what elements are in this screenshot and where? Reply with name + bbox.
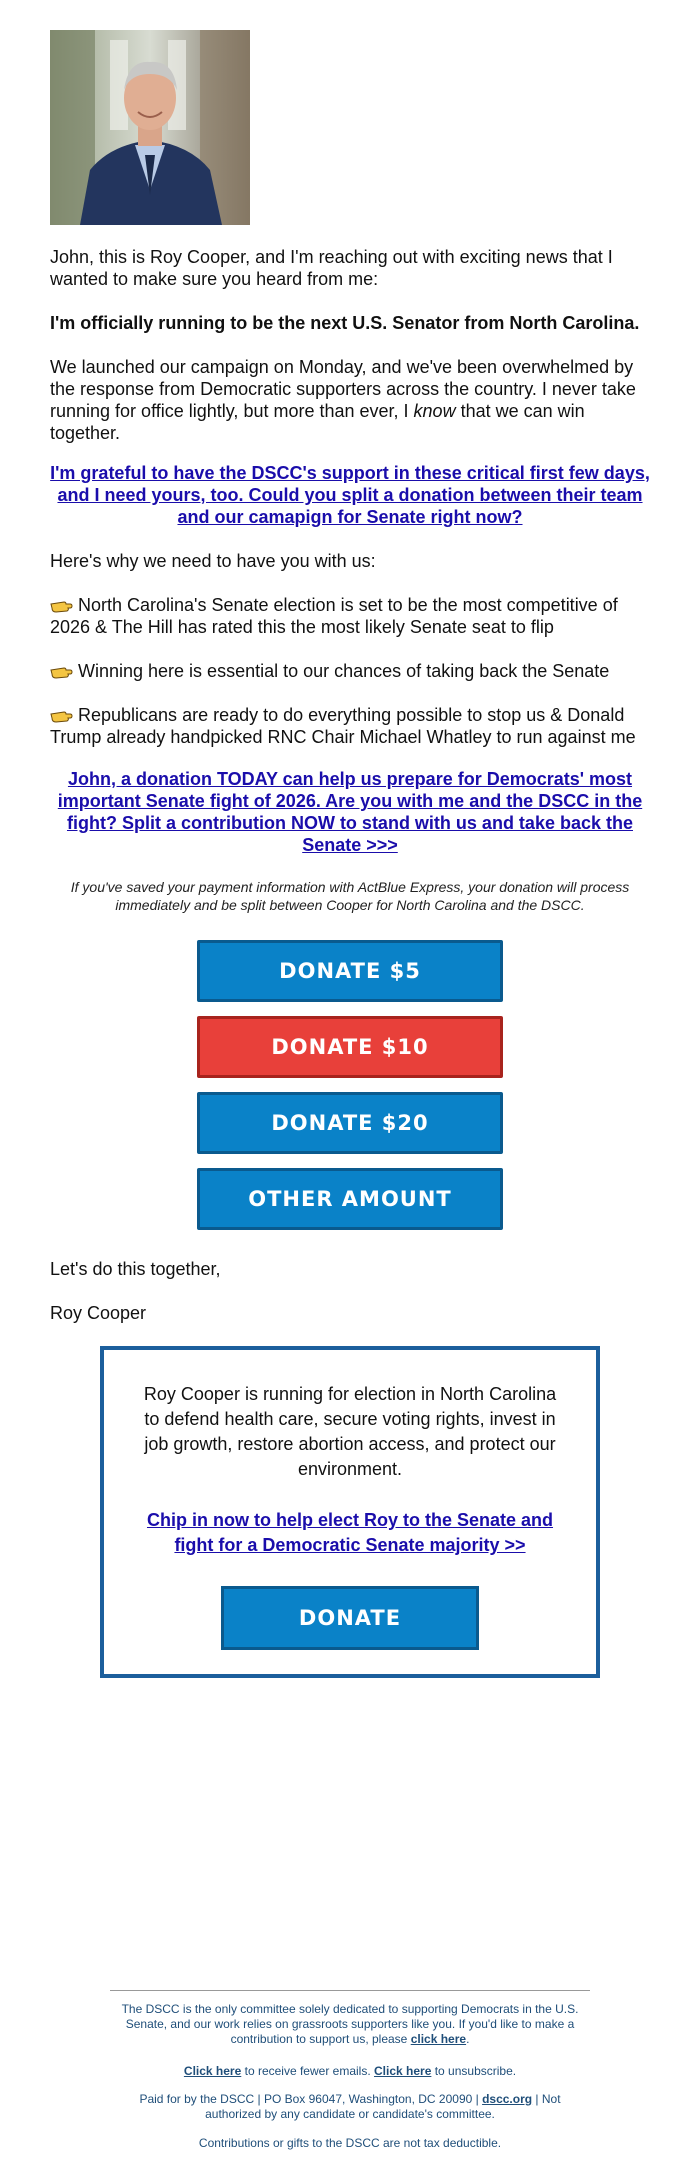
closing-text: Let's do this together, (50, 1259, 221, 1279)
fewer-emails-text: to receive fewer emails. (241, 2064, 374, 2078)
bullet-text: Winning here is essential to our chances of taking back the Senate (78, 661, 610, 681)
why-text: Here's why we need to have you with us: (50, 551, 376, 571)
bullet-text: North Carolina's Senate election is set to be the most competitive of 2026 & The Hill has rated this the most likely Senate seat to flip (50, 595, 618, 637)
pointing-hand-icon (50, 706, 74, 724)
donate-10-button[interactable]: DONATE $10 (197, 1016, 503, 1078)
box-text: Roy Cooper is running for election in North Carolina to defend health care, secure voting rights, invest in job growth, restore abortion access, and protect our environment. (143, 1384, 557, 1479)
footer-tax-note: Contributions or gifts to the DSCC are not tax deductible. (198, 2136, 502, 2150)
actblue-note: If you've saved your payment information with ActBlue Express, your donation will process immediately and be split between Cooper for North Carolina and the DSCC. (70, 879, 630, 913)
bullet-item (50, 594, 650, 638)
candidate-photo (50, 30, 250, 225)
footer-divider (110, 1990, 590, 1991)
unsubscribe-text: to unsubscribe. (431, 2064, 517, 2078)
other-amount-button[interactable]: OTHER AMOUNT (197, 1168, 503, 1230)
box-donate-button[interactable]: DONATE (221, 1586, 479, 1650)
fewer-emails-link[interactable]: Click here (183, 2064, 242, 2078)
signature-text: Roy Cooper (50, 1303, 147, 1323)
donate-link-2[interactable]: John, a donation TODAY can help us prepare for Democrats' most important Senate fight of 2026. Are you with me and the DSCC in the fight? Split a contribution NOW to stand with us and take back the Senate >>> (57, 769, 643, 855)
not-authorized-text: | Not authorized by any candidate or candidate's committee. (205, 2092, 561, 2121)
bullet-item (50, 660, 650, 682)
bullet-text: Republicans are ready to do everything possible to stop us & Donald Trump already handpicked RNC Chair Michael Whatley to run against me (50, 705, 636, 747)
paid-for-text: Paid for by the DSCC | PO Box 96047, Washington, DC 20090 | (139, 2092, 483, 2106)
donate-20-button[interactable]: DONATE $20 (197, 1092, 503, 1154)
unsubscribe-link[interactable]: Click here (374, 2064, 432, 2078)
pointing-hand-icon (50, 596, 74, 614)
campaign-paragraph (50, 356, 650, 444)
announcement-text: I'm officially running to be the next U.S. Senator from North Carolina. (50, 313, 640, 333)
paragraph-part-b: that we can win together. (50, 401, 585, 443)
dscc-site-link[interactable]: dscc.org (482, 2092, 533, 2106)
pointing-hand-icon (50, 662, 74, 680)
footer-contribute-link[interactable]: click here (410, 2032, 467, 2046)
footer-period: . (466, 2032, 470, 2046)
bullet-item (50, 704, 650, 748)
box-donate-link[interactable]: Chip in now to help elect Roy to the Senate and fight for a Democratic Senate majority >> (146, 1510, 554, 1555)
donate-5-button[interactable]: DONATE $5 (197, 940, 503, 1002)
paragraph-emphasis: know (413, 401, 456, 421)
paragraph-part-a: We launched our campaign on Monday, and we've been overwhelmed by the response from Democratic supporters across the country. I never take running for office lightly, but more than ever, I (50, 357, 636, 421)
footer-about-text: The DSCC is the only committee solely dedicated to supporting Democrats in the U.S. Senate, and our work relies on grassroots supporters like you. If you'd like to make a contribution to support us, please (121, 2002, 579, 2046)
intro-text: John, this is Roy Cooper, and I'm reaching out with exciting news that I wanted to make sure you heard from me: (50, 247, 613, 289)
footer-about (110, 2002, 590, 2047)
info-box (100, 1346, 600, 1678)
footer-paid-for (110, 2092, 590, 2122)
donate-link-1[interactable]: I'm grateful to have the DSCC's support in these critical first few days, and I need yours, too. Could you split a donation between their team and our camapign for Senate right now? (50, 463, 650, 527)
footer-email-prefs (110, 2064, 590, 2079)
